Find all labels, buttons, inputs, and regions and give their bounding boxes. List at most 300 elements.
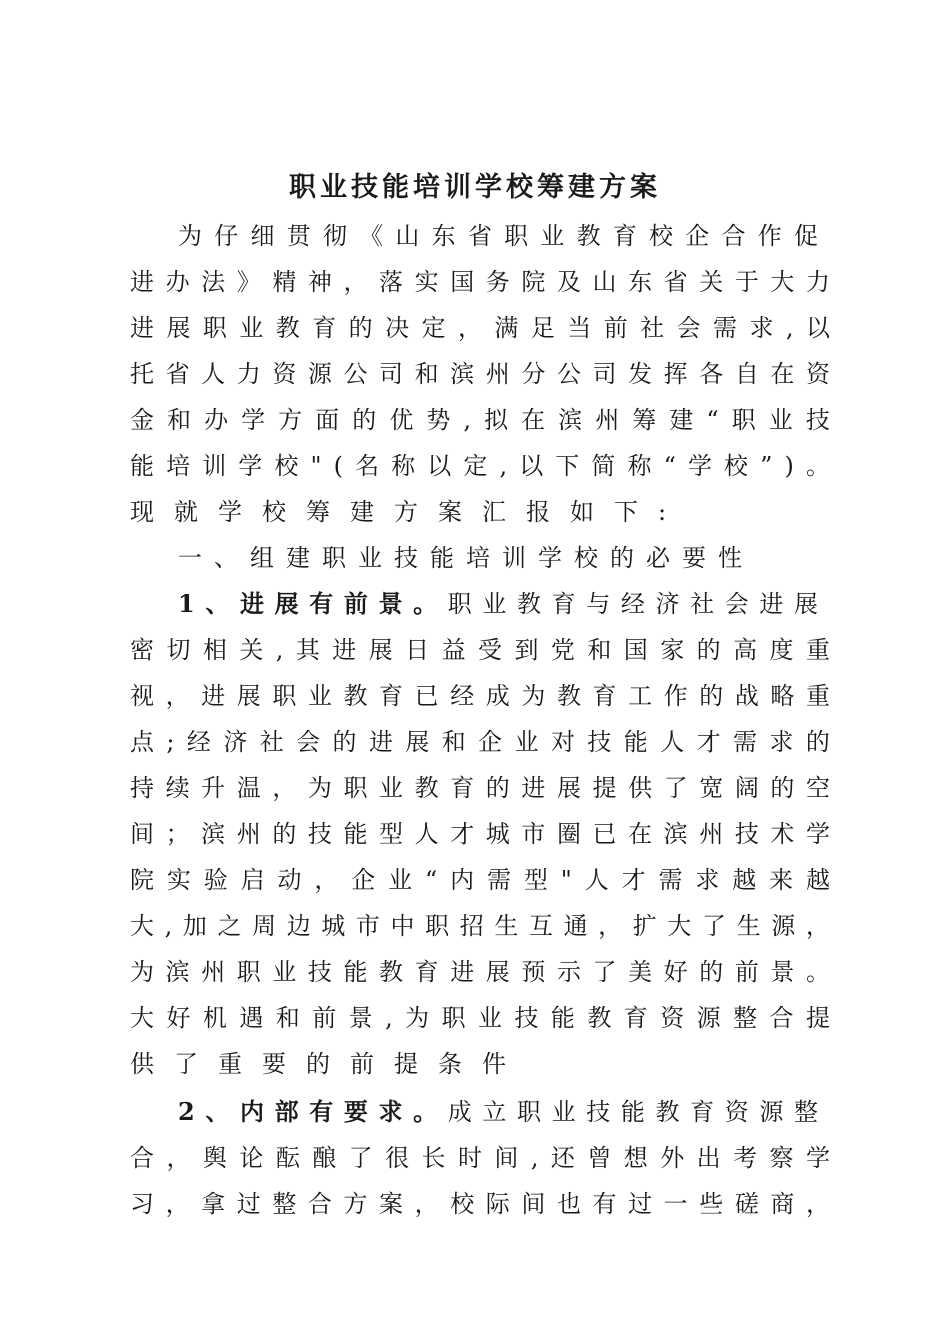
text-char: 业 [514,728,539,756]
text-char: 在 [628,820,653,848]
text-char: 磋 [734,1190,759,1218]
text-char: 展 [166,314,191,342]
text-char: 的 [699,958,724,986]
text-char: 大 [770,268,795,296]
text-char: 育 [551,590,576,618]
text-char: 进 [450,958,475,986]
text-char: 升 [201,774,226,802]
text-char: 持 [130,774,154,802]
text-char: 受 [478,636,503,664]
text-char: 业 [239,314,264,342]
text-char: 建 [286,544,310,572]
text-char: ” [760,452,773,480]
text-char: 美 [628,958,653,986]
text-char: 校 [274,452,299,480]
text-char: 经 [186,728,211,756]
text-char: 好 [663,958,688,986]
text-char: 技 [394,544,418,572]
text-char: 示 [556,958,581,986]
text-char: 职 [516,1098,541,1126]
text-char: 圈 [556,820,581,848]
text-char: 合 [721,222,746,250]
text-char: ， [165,682,190,710]
text-char: 职 [447,590,472,618]
bold-char: 。 [413,589,438,618]
text-char: 报 [526,498,550,526]
text-char: 定 [463,452,488,480]
text-char: 的 [770,774,795,802]
text-char: 还 [550,1144,575,1172]
text-char: 展 [405,728,430,756]
text-char: 》 [236,268,261,296]
text-char: ， [314,866,339,894]
text-char: 技 [805,406,830,434]
text-char: 名 [355,452,380,480]
text-char: 州 [699,820,724,848]
text-char: 技 [586,1098,611,1126]
text-char: 已 [414,682,439,710]
text-char: 重 [805,682,830,710]
bold-char: 展 [274,589,299,618]
text-char: 发 [628,360,653,388]
text-char: 院 [521,268,546,296]
text-char: 周 [252,912,277,940]
text-char: 和 [587,636,612,664]
text-char: 源 [771,912,796,940]
text-char: 城 [321,912,346,940]
text-char: 汇 [482,498,506,526]
text-char: 滨 [558,406,583,434]
text-char: 培 [166,452,191,480]
text-char: 精 [272,268,297,296]
text-char: 培 [466,544,490,572]
text-char: 金 [130,406,154,434]
text-char: 考 [733,1144,758,1172]
text-char: 滨 [450,360,475,388]
text-char: 职 [202,314,227,342]
text-char: 舆 [202,1144,227,1172]
text-char: 神 [307,268,332,296]
text-char: 教 [516,590,541,618]
text-char: 进 [130,314,154,342]
text-char: 学 [538,544,562,572]
text-char: 些 [699,1190,724,1218]
text-char: 立 [482,1098,507,1126]
text-char: 预 [521,958,546,986]
text-char: 势 [426,406,451,434]
text-char: 能 [343,820,368,848]
text-char: 和 [414,360,439,388]
bold-char: 要 [343,1097,368,1126]
text-char: 职 [322,544,346,572]
text-char: 的 [805,728,830,756]
text-char: 能 [130,452,154,480]
text-char: 挥 [663,360,688,388]
text-char: , [530,1144,539,1172]
text-char: 业 [272,958,297,986]
text-char: 视 [130,682,154,710]
text-char: 校 [724,452,749,480]
text-char: 各 [699,360,724,388]
text-char: 社 [259,728,284,756]
text-char: 简 [591,452,616,480]
text-char: 遇 [239,1004,264,1032]
text-char: 合 [307,1190,332,1218]
text-char: 为 [307,774,332,802]
text-char: 人 [414,820,439,848]
text-char: 有 [592,1190,617,1218]
text-char: 《 [359,222,384,250]
text-char: 为 [405,1004,430,1032]
text-char: 国 [450,268,475,296]
text-char: 源 [696,1004,721,1032]
text-char: 资 [724,1098,749,1126]
text-char: 技 [307,820,332,848]
text-char: 落 [379,268,404,296]
text-char: 人 [201,360,226,388]
document-title: 职业技能培训学校筹建方案 [289,172,661,203]
text-char: “ [706,406,719,434]
text-char: 才 [621,866,646,894]
text-char: 为 [178,222,202,250]
text-char: 经 [620,590,645,618]
text-char: ; [166,728,175,756]
text-char: 社 [640,314,665,342]
text-char: 整 [733,1004,758,1032]
paragraph-line [178,1089,818,1135]
text-char: 需 [658,866,683,894]
text-char: 件 [482,1050,506,1078]
text-char: 和 [167,406,192,434]
text-char: 为 [130,958,154,986]
text-char: 作 [663,682,688,710]
paragraph-line [130,949,830,995]
text-char: 建 [350,498,374,526]
text-char: 续 [165,774,190,802]
text-char: 供 [628,774,653,802]
paragraph-line [130,1135,830,1181]
text-char: 学 [218,498,242,526]
text-char: 阔 [734,774,759,802]
text-char: 成 [485,682,510,710]
text-char: 组 [250,544,274,572]
text-char: 学 [238,452,263,480]
text-char: 战 [734,682,759,710]
bold-char: 内 [239,1097,264,1126]
text-char: 度 [769,636,794,664]
text-char: 要 [262,1050,286,1078]
text-char: 重 [805,636,830,664]
text-char: 以 [427,452,452,480]
text-char: 生 [494,912,519,940]
text-char: 察 [769,1144,794,1172]
text-char: 和 [275,1004,300,1032]
text-char: 能 [623,728,648,756]
bold-char: 、 [205,1097,230,1126]
text-char: 日 [405,636,430,664]
text-char: 大 [130,912,154,940]
text-char: 工 [628,682,653,710]
text-char: 建 [669,406,694,434]
text-char: 教 [379,958,404,986]
paragraph-line [130,627,830,673]
text-char: 略 [770,682,795,710]
text-char: 现 [130,498,154,526]
text-char: 能 [550,1004,575,1032]
text-char: 案 [379,1190,404,1218]
text-char: ， [165,1190,190,1218]
text-char: , [164,912,173,940]
text-char: 以 [805,314,830,342]
text-char: 论 [239,1144,264,1172]
text-char: 党 [550,636,575,664]
bold-char: 前 [343,589,368,618]
text-char: ) [784,452,794,480]
text-char: 育 [379,682,404,710]
text-char: 会 [296,728,321,756]
text-char: 州 [485,360,510,388]
text-char: 职 [272,682,297,710]
text-char: 以 [519,452,544,480]
text-char: , [385,1004,393,1032]
text-char: 下 [614,498,638,526]
text-char: 一 [663,1190,688,1218]
text-char: 细 [250,222,275,250]
text-char: “ [425,866,438,894]
text-char: 国 [623,636,648,664]
text-char: 济 [655,590,680,618]
text-char: , [785,314,794,342]
text-char: 提 [394,1050,418,1078]
text-char: 称 [627,452,652,480]
text-char: 企 [351,866,376,894]
text-char: 的 [306,1050,330,1078]
text-char: 机 [202,1004,227,1032]
text-char: 筹 [306,498,330,526]
text-char: 山 [395,222,420,250]
text-char: ， [272,774,297,802]
text-char: 密 [130,636,154,664]
text-char: 学 [805,1144,830,1172]
text-char: 的 [348,314,373,342]
text-char: 市 [355,912,380,940]
paragraph-line [130,489,830,535]
text-char: " [310,452,322,480]
bold-char: 求 [378,1097,403,1126]
text-char: 前 [312,1004,337,1032]
text-char: 进 [201,682,226,710]
text-char: 职 [504,222,529,250]
text-char: 办 [204,406,229,434]
bold-char: 2 [178,1097,195,1126]
text-char: 的 [485,774,510,802]
text-char: 技 [514,1004,539,1032]
text-char: 资 [272,360,297,388]
text-char: 过 [236,1190,261,1218]
bold-char: 有 [309,1097,334,1126]
text-char: 山 [592,268,617,296]
text-char: 下 [555,452,580,480]
text-char: 进 [332,636,357,664]
text-char: 州 [595,406,620,434]
bold-char: 有 [309,589,334,618]
text-char: 前 [734,958,759,986]
text-char: 力 [805,268,830,296]
text-char: , [463,406,472,434]
text-char: 术 [770,820,795,848]
text-char: 的 [696,636,721,664]
paragraph-line [130,397,830,443]
text-char: ， [414,1190,439,1218]
paragraph-line [178,581,818,627]
text-char: 作 [757,222,782,250]
text-char: 学 [687,452,712,480]
text-char: 需 [733,728,757,756]
text-char: 教 [343,682,368,710]
text-char: 拟 [484,406,509,434]
text-char: 东 [431,222,456,250]
text-char: " [560,866,572,894]
text-char: 需 [713,314,737,342]
text-char: 很 [385,1144,410,1172]
text-char: 。 [805,958,830,986]
text-char: 大 [130,1004,154,1032]
paragraph-line [130,857,830,903]
text-char: 内 [450,866,475,894]
text-char: 的 [272,820,297,848]
text-char: : [658,498,667,526]
text-char: 定 [421,314,446,342]
text-char: 及 [556,268,581,296]
text-char: 业 [768,406,793,434]
text-char: 越 [805,866,830,894]
text-char: 前 [603,314,628,342]
text-char: 高 [733,636,758,664]
text-char: 育 [312,314,337,342]
text-char: , [275,636,284,664]
text-char: 方 [343,1190,368,1218]
text-char: 市 [521,820,546,848]
text-char: 才 [450,820,475,848]
text-char: 和 [441,728,466,756]
text-char: ， [457,314,482,342]
text-char: 想 [623,1144,648,1172]
text-char: 于 [734,268,759,296]
text-char: 也 [556,1190,581,1218]
bold-char: 、 [205,589,230,618]
text-char: 院 [130,866,154,894]
text-char: 际 [485,1190,510,1218]
text-char: 合 [130,1144,154,1172]
text-char: 育 [690,1098,715,1126]
text-char: 与 [586,590,611,618]
text-char: 职 [343,774,368,802]
text-char: 训 [202,452,227,480]
text-char: 源 [759,1098,784,1126]
text-char: 启 [240,866,265,894]
text-char: 过 [628,1190,653,1218]
text-char: 优 [389,406,414,434]
text-char: 育 [612,222,637,250]
paragraph-line [178,213,818,259]
text-char: 要 [682,544,706,572]
text-char: 促 [793,222,818,250]
text-char: 足 [530,314,555,342]
text-char: 能 [343,958,368,986]
text-char: 筹 [632,406,657,434]
text-char: 业 [379,774,404,802]
text-char: 教 [414,774,439,802]
text-char: 滨 [201,820,226,848]
text-char: ， [805,1190,830,1218]
text-char: 司 [592,360,617,388]
text-char: 司 [379,360,404,388]
text-char: 如 [570,498,594,526]
text-char: 业 [551,1098,576,1126]
text-char: 生 [736,912,761,940]
text-char: 成 [447,1098,472,1126]
text-char: 扩 [632,912,657,940]
bold-char: 。 [413,1097,438,1126]
text-char: 性 [718,544,742,572]
text-char: 重 [218,1050,242,1078]
text-char: 技 [734,820,759,848]
text-char: 业 [358,544,382,572]
text-char: 技 [587,728,612,756]
text-char: 酝 [275,1144,300,1172]
text-char: 能 [430,544,454,572]
text-char: 大 [667,912,692,940]
text-char: 必 [646,544,670,572]
text-char: 家 [660,636,685,664]
bold-char: 景 [378,589,403,618]
text-char: 曾 [587,1144,612,1172]
text-char: 职 [236,958,261,986]
text-char: 需 [487,866,512,894]
text-char: 相 [202,636,227,664]
text-char: 整 [272,1190,297,1218]
text-char: ； [165,820,190,848]
bold-char: 进 [239,589,264,618]
text-char: 展 [793,590,818,618]
text-char: 东 [628,268,653,296]
text-char: 业 [388,866,413,894]
text-char: 供 [130,1050,154,1078]
text-char: 技 [307,958,332,986]
text-char: 的 [352,406,377,434]
text-char: 公 [343,360,368,388]
text-char: 学 [805,820,830,848]
text-char: , [499,452,508,480]
text-char: 拿 [201,1190,226,1218]
text-char: 校 [450,1190,475,1218]
text-char: 招 [459,912,484,940]
text-char: 城 [485,820,510,848]
text-char: 动 [277,866,302,894]
text-char: 业 [482,590,507,618]
text-char: 办 [165,268,190,296]
text-char: 育 [414,958,439,986]
text-char: 社 [690,590,715,618]
text-char: 空 [805,774,830,802]
text-char: 职 [441,1004,466,1032]
text-char: 教 [275,314,300,342]
text-char: 型 [379,820,404,848]
text-char: 条 [438,1050,462,1078]
text-char: 间 [130,820,154,848]
text-char: 教 [576,222,601,250]
text-char: 点 [130,728,154,756]
